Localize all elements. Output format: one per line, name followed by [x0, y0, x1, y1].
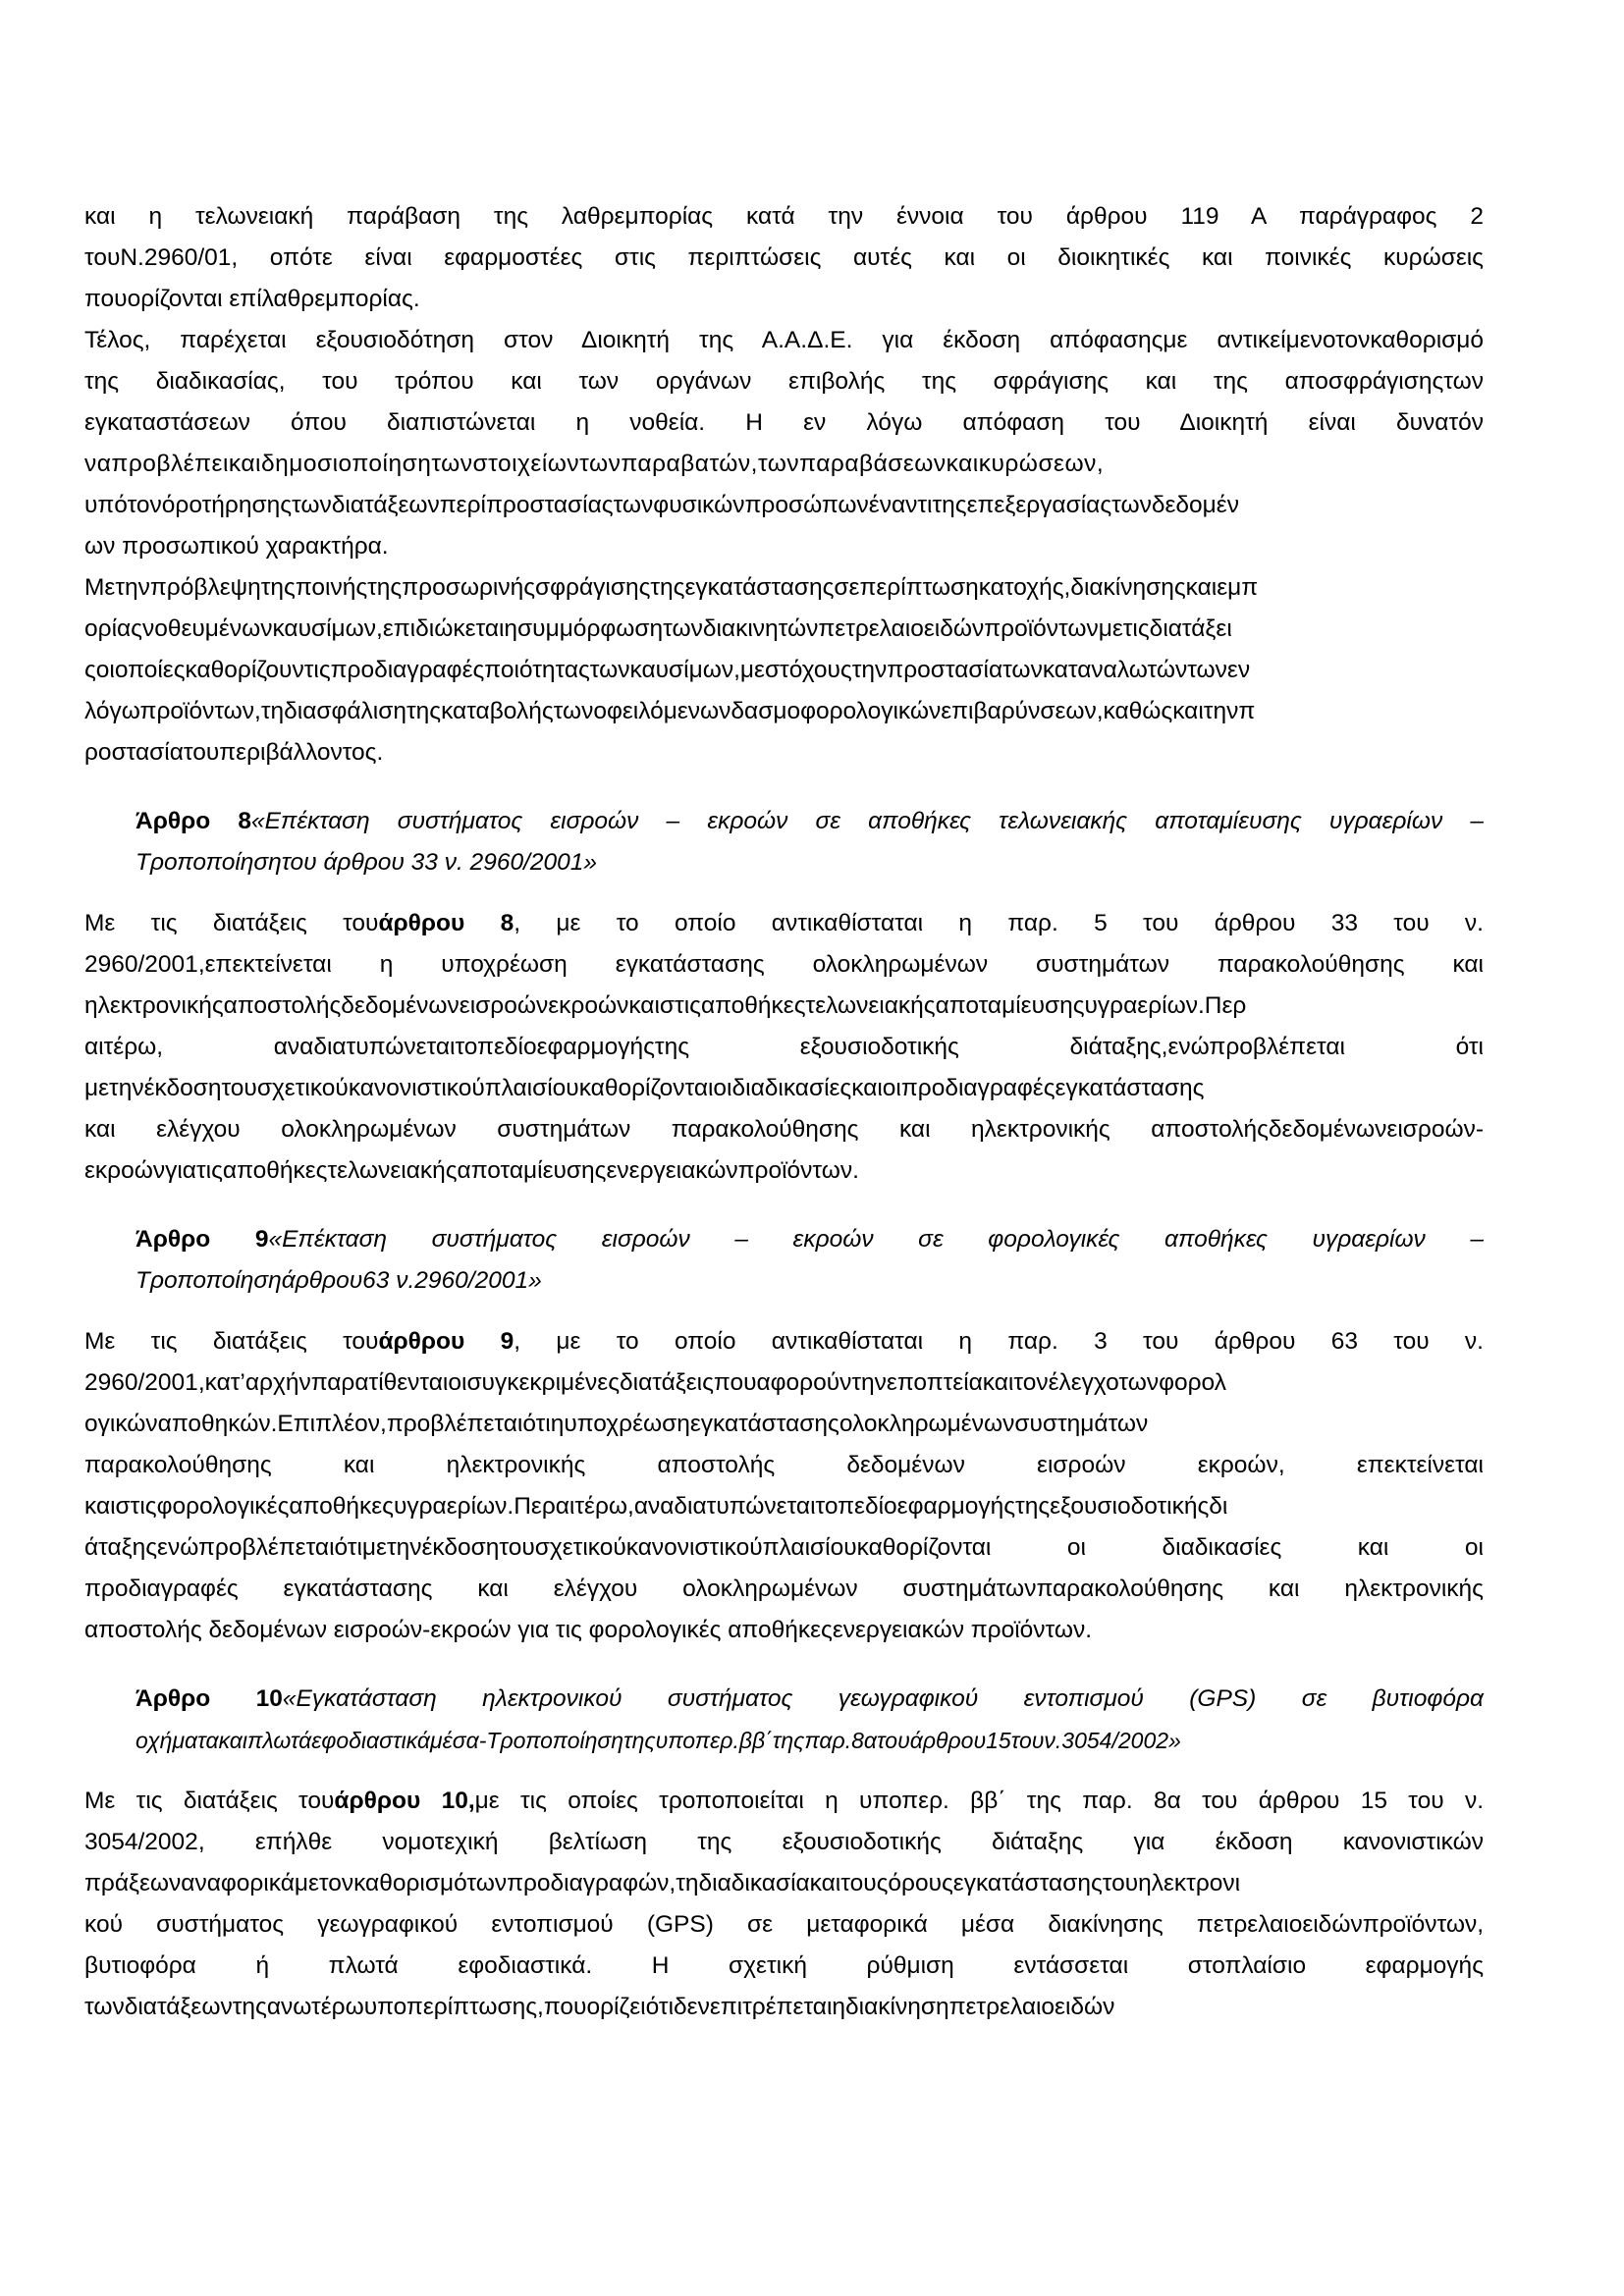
article-9-heading: [135, 1219, 1484, 1302]
text-line: μετηνέκδοσητουσχετικούκανονιστικούπλαισίουκαθορίζονταιοιδιαδικασίεςκαιοιπροδιαγραφέςεγκατάστασης: [84, 1075, 1205, 1101]
text-line: Τέλος, παρέχεται εξουσιοδότηση στον Διοικητή της Α.Α.Δ.Ε. για έκδοση απόφασηςμε αντικείμενοτονκαθορισμό: [84, 327, 1484, 353]
article-10-label: Άρθρο 10: [135, 1685, 283, 1712]
text-line: ροστασίατουπεριβάλλοντος.: [84, 739, 384, 766]
text-line: Μετηνπρόβλεψητηςποινήςτηςπροσωρινήςσφράγισηςτηςεγκατάστασηςσεπερίπτωσηκατοχής,διακίνησηςκαιεμπ: [84, 574, 1259, 601]
text-line: πουορίζονται επίλαθρεμπορίας.: [84, 286, 420, 312]
text-line: εγκαταστάσεων όπου διαπιστώνεται η νοθεία. Η εν λόγω απόφαση του Διοικητή είναι δυνατόν: [84, 409, 1484, 436]
article-10-paragraph-first-line: Με τις διατάξεις τουάρθρου 10,με τις οποίες τροποποιείται η υποπερ. ββ΄ της παρ. 8α του άρθρου 15 του ν.: [84, 1788, 1485, 1814]
text-line: τουΝ.2960/01, οπότε είναι εφαρμοστέες στις περιπτώσεις αυτές και οι διοικητικές και ποινικές κυρώσεις: [84, 244, 1484, 271]
text-line: ςοιοποίεςκαθορίζουντιςπροδιαγραφέςποιότηταςτωνκαυσίμων,μεστόχουςτηνπροστασίατωνκαταναλωτώντωνεν: [84, 657, 1251, 683]
text-line: και ελέγχου ολοκληρωμένων συστημάτων παρακολούθησης και ηλεκτρονικής αποστολήςδεδομένωνεισροών-: [84, 1116, 1484, 1143]
text-line: καιστιςφορολογικέςαποθήκεςυγραερίων.Περαιτέρω,αναδιατυπώνεταιτοπεδίοεφαρμογήςτηςεξουσιοδοτικήςδι: [84, 1493, 1228, 1520]
article-8-title: «Επέκταση συστήματος εισροών – εκροών σε αποθήκες τελωνειακής αποταμίευσης υγραερίων –: [251, 808, 1484, 834]
text-line: πράξεωναναφορικάμετονκαθορισμότωνπροδιαγραφών,τηδιαδικασίακαιτουςόρουςεγκατάστασηςτουηλεκτρονι: [84, 1870, 1241, 1896]
article-9-label: Άρθρο 9: [135, 1226, 269, 1253]
article-8-label: Άρθρο 8: [135, 808, 251, 834]
text-line: 2960/2001,κατ’αρχήνπαρατίθενταιοισυγκεκριμένεςδιατάξειςπουαφορούντηνεποπτείακαιτονέλεγχοτωνφορολ: [84, 1369, 1226, 1396]
article-9-title: «Επέκταση συστήματος εισροών – εκροών σε φορολογικές αποθήκες υγραερίων –: [268, 1226, 1484, 1253]
text-line: υπότονόροτήρησηςτωνδιατάξεωνπερίπροστασίαςτωνφυσικώνπροσώπωνέναντιτηςεπεξεργασίαςτωνδεδομέν: [84, 492, 1239, 518]
text-line: 2960/2001,επεκτείνεται η υποχρέωση εγκατάστασης ολοκληρωμένων συστημάτων παρακολούθησης και: [84, 951, 1484, 978]
article-10-heading: [135, 1679, 1484, 1761]
article-10-title: «Εγκατάσταση ηλεκτρονικού συστήματος γεωγραφικού εντοπισμού (GPS) σε βυτιοφόρα: [282, 1685, 1484, 1712]
text-line: ων προσωπικού χαρακτήρα.: [84, 533, 389, 560]
text-line: προδιαγραφές εγκατάστασης και ελέγχου ολοκληρωμένων συστημάτωνπαρακολούθησης και ηλεκτρονικής: [84, 1575, 1484, 1602]
article-10-ref: άρθρου 10,: [334, 1788, 475, 1814]
article-8-paragraph-first-line: Με τις διατάξεις τουάρθρου 8, με το οποίο αντικαθίσταται η παρ. 5 του άρθρου 33 του ν.: [84, 910, 1484, 936]
text-line: 3054/2002, επήλθε νομοτεχική βελτίωση της εξουσιοδοτικής διάταξης για έκδοση κανονιστικών: [84, 1829, 1484, 1855]
text-line: παρακολούθησης και ηλεκτρονικής αποστολής δεδομένων εισροών εκροών, επεκτείνεται: [84, 1452, 1484, 1478]
article-8-heading: [135, 801, 1484, 883]
article-8-ref: άρθρου 8: [378, 910, 514, 936]
text-line: ογικώναποθηκών.Επιπλέον,προβλέπεταιότιηυποχρέωσηεγκατάστασηςολοκληρωμένωνσυστημάτων: [84, 1411, 1149, 1437]
text-line: της διαδικασίας, του τρόπου και των οργάνων επιβολής της σφράγισης και της αποσφράγισηςτων: [84, 368, 1484, 395]
text-line: αποστολής δεδομένων εισροών-εκροών για τις φορολογικές αποθήκεςενεργειακών προϊόντων.: [84, 1617, 1093, 1643]
text-line: αιτέρω, αναδιατυπώνεταιτοπεδίοεφαρμογήςτης εξουσιοδοτικής διάταξης,ενώπροβλέπεται ότι: [84, 1034, 1484, 1060]
text-line: άταξηςενώπροβλέπεταιότιμετηνέκδοσητουσχετικούκανονιστικούπλαισίουκαθορίζονται οι διαδικασίες και οι: [84, 1534, 1484, 1561]
text-line: εκροώνγιατιςαποθήκεςτελωνειακήςαποταμίευσηςενεργειακώνπροϊόντων.: [84, 1157, 859, 1184]
article-9-title-cont: Τροποποίησηάρθρου63 ν.2960/2001»: [135, 1267, 542, 1294]
document-body: [84, 196, 1484, 2028]
article-10-title-cont: οχήματακαιπλωτάεφοδιαστικάμέσα-Τροποποίησητηςυποπερ.ββ΄τηςπαρ.8ατουάρθρου15τουν.3054/2002»: [135, 1728, 1181, 1753]
text-line: ηλεκτρονικήςαποστολήςδεδομένωνεισροώνεκροώνκαιστιςαποθήκεςτελωνειακήςαποταμίευσηςυγραερίων.Περ: [84, 992, 1247, 1019]
article-9-ref: άρθρου 9: [378, 1328, 514, 1355]
text-line: τωνδιατάξεωντηςανωτέρωυποπερίπτωσης,πουορίζειότιδενεπιτρέπεταιηδιακίνησηπετρελαιοειδών: [84, 1994, 1115, 2020]
text-line: ναπροβλέπεικαιδημοσιοποίησητωνστοιχείωντωνπαραβατών,τωνπαραβάσεωνκαικυρώσεων,: [84, 451, 1105, 477]
article-9-paragraph-first-line: Με τις διατάξεις τουάρθρου 9, με το οποίο αντικαθίσταται η παρ. 3 του άρθρου 63 του ν.: [84, 1328, 1484, 1355]
text-line: κού συστήματος γεωγραφικού εντοπισμού (GPS) σε μεταφορικά μέσα διακίνησης πετρελαιοειδώνπροϊόντων,: [84, 1911, 1484, 1938]
text-line: ορίαςνοθευμένωνκαυσίμων,επιδιώκεταιησυμμόρφωσητωνδιακινητώνπετρελαιοειδώνπροϊόντωνμετιςδιατάξει: [84, 615, 1232, 642]
text-line: λόγωπροϊόντων,τηδιασφάλισητηςκαταβολήςτωνοφειλόμενωνδασμοφορολογικώνεπιβαρύνσεων,καθώςκαιτηνπ: [84, 698, 1256, 724]
article-8-title-cont: Τροποποίησητου άρθρου 33 ν. 2960/2001»: [135, 849, 598, 876]
text-line: και η τελωνειακή παράβαση της λαθρεμπορίας κατά την έννοια του άρθρου 119 Α παράγραφος 2: [84, 203, 1484, 230]
text-line: βυτιοφόρα ή πλωτά εφοδιαστικά. Η σχετική ρύθμιση εντάσσεται στοπλαίσιο εφαρμογής: [84, 1952, 1484, 1979]
